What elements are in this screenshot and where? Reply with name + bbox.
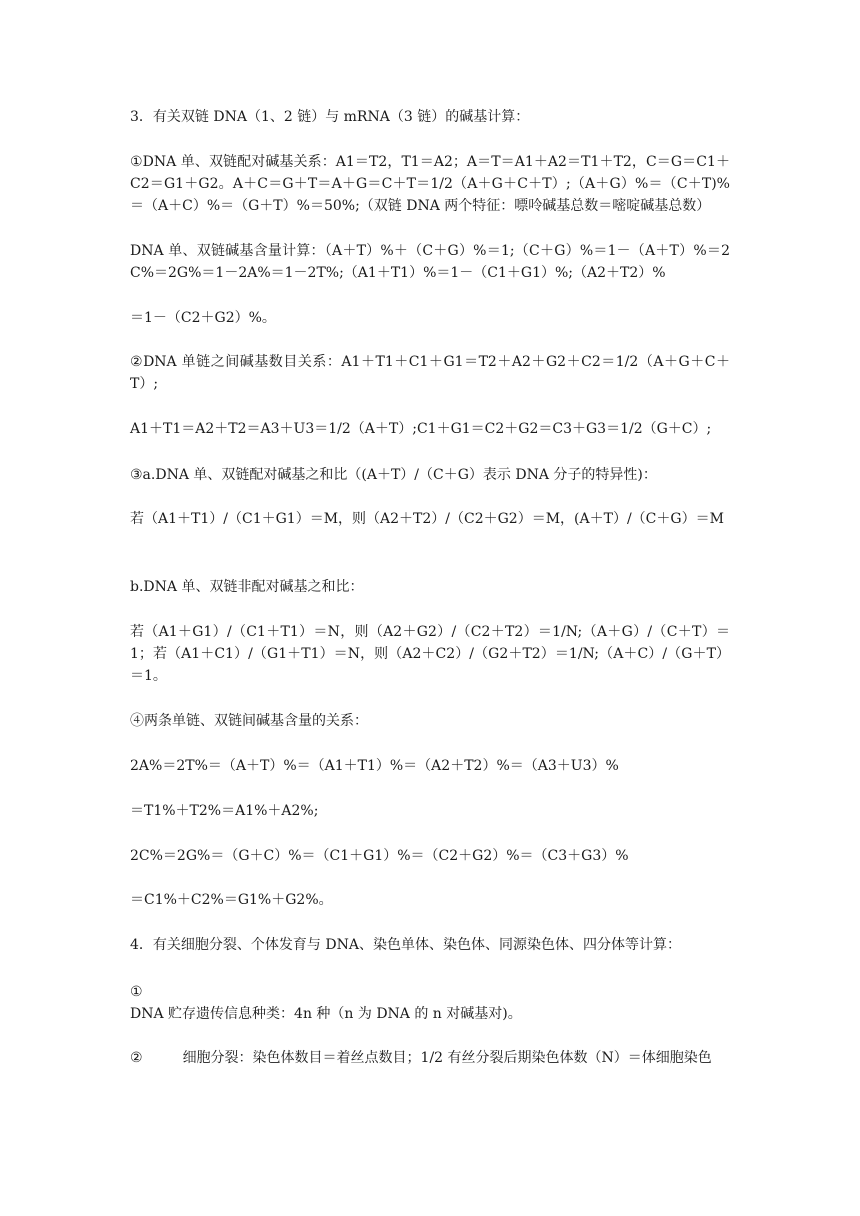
item-2-marker: ② xyxy=(130,1050,143,1066)
paragraph-single-strand-relations: ②DNA 单链之间碱基数目关系：A1＋T1＋C1＋G1＝T2＋A2＋G2＋C2＝1/2（A＋G＋C＋T）; xyxy=(130,354,730,392)
paragraph-nonpair-ratio-formula: 若（A1＋G1）/（C1＋T1）＝N，则（A2＋G2）/（C2＋T2）＝1/N;（A＋G）/（C＋T）＝1；若（A1＋C1）/（G1＋T1）＝N，则（A2＋C2）/（G2＋T2）＝1/N;（A＋C）/（G＋T）＝1。 xyxy=(130,624,730,684)
paragraph-gc-content: 2C%＝2G%＝（G＋C）%＝（C1＋G1）%＝（C2＋G2）%＝（C3＋G3）% xyxy=(130,848,629,864)
paragraph-at-content: 2A%＝2T%＝（A＋T）%＝（A1＋T1）%＝（A2＋T2）%＝（A3＋U3）% xyxy=(130,758,619,774)
item-1-text: DNA 贮存遗传信息种类：4n 种（n 为 DNA 的 n 对碱基对)。 xyxy=(130,1006,522,1022)
section-4-heading: 4．有关细胞分裂、个体发育与 DNA、染色单体、染色体、同源染色体、四分体等计算： xyxy=(130,937,681,953)
item-2 xyxy=(130,1047,730,1069)
item-1-marker: ① xyxy=(130,984,143,1000)
item-2-text: 细胞分裂：染色体数目＝着丝点数目；1/2 有丝分裂后期染色体数（N）＝体细胞染色 xyxy=(182,1050,712,1066)
paragraph-pair-ratio-heading: ③a.DNA 单、双链配对碱基之和比（(A＋T）/（C＋G）表示 DNA 分子的特异性)： xyxy=(130,467,657,483)
paragraph-pairing-relations: ①DNA 单、双链配对碱基关系：A1＝T2，T1＝A2；A＝T＝A1＋A2＝T1＋T2，C＝G＝C1＋C2＝G1＋G2。A＋C＝G＋T＝A＋G＝C＋T＝1/2（A＋G＋C＋T）;（A＋G）%＝（C＋T)%＝（A＋C）%＝（G＋T）%＝50%;（双链 DNA 两个特征：嘌呤碱基总数＝嘧啶碱基总数） xyxy=(130,154,730,214)
paragraph-content-calculation: DNA 单、双链碱基含量计算：（A＋T）%＋（C＋G）%＝1;（C＋G）%＝1－（A＋T）%＝2C%＝2G%＝1－2A%＝1－2T%;（A1＋T1）%＝1－（C1＋G1）%;（A2＋T2）% xyxy=(130,243,730,281)
paragraph-content-relations-heading: ④两条单链、双链间碱基含量的关系： xyxy=(130,713,368,729)
paragraph-strand-equations: A1＋T1＝A2＋T2＝A3＋U3＝1/2（A＋T）;C1＋G1＝C2＋G2＝C3＋G3＝1/2（G＋C）; xyxy=(130,421,712,437)
paragraph-pair-ratio-formula: 若（A1＋T1）/（C1＋G1）＝M，则（A2＋T2）/（C2＋G2）＝M，(A＋T）/（C＋G）＝M xyxy=(130,511,724,527)
paragraph-content-calculation-cont: ＝1－（C2＋G2）%。 xyxy=(130,310,276,326)
document-page xyxy=(130,0,730,1216)
paragraph-nonpair-ratio-heading: b.DNA 单、双链非配对碱基之和比： xyxy=(130,579,364,595)
paragraph-at-content-cont: ＝T1%＋T2%＝A1%＋A2%; xyxy=(130,803,319,819)
section-3-heading: 3．有关双链 DNA（1、2 链）与 mRNA（3 链）的碱基计算： xyxy=(130,109,530,125)
paragraph-gc-content-cont: ＝C1%＋C2%＝G1%＋G2%。 xyxy=(130,892,333,908)
